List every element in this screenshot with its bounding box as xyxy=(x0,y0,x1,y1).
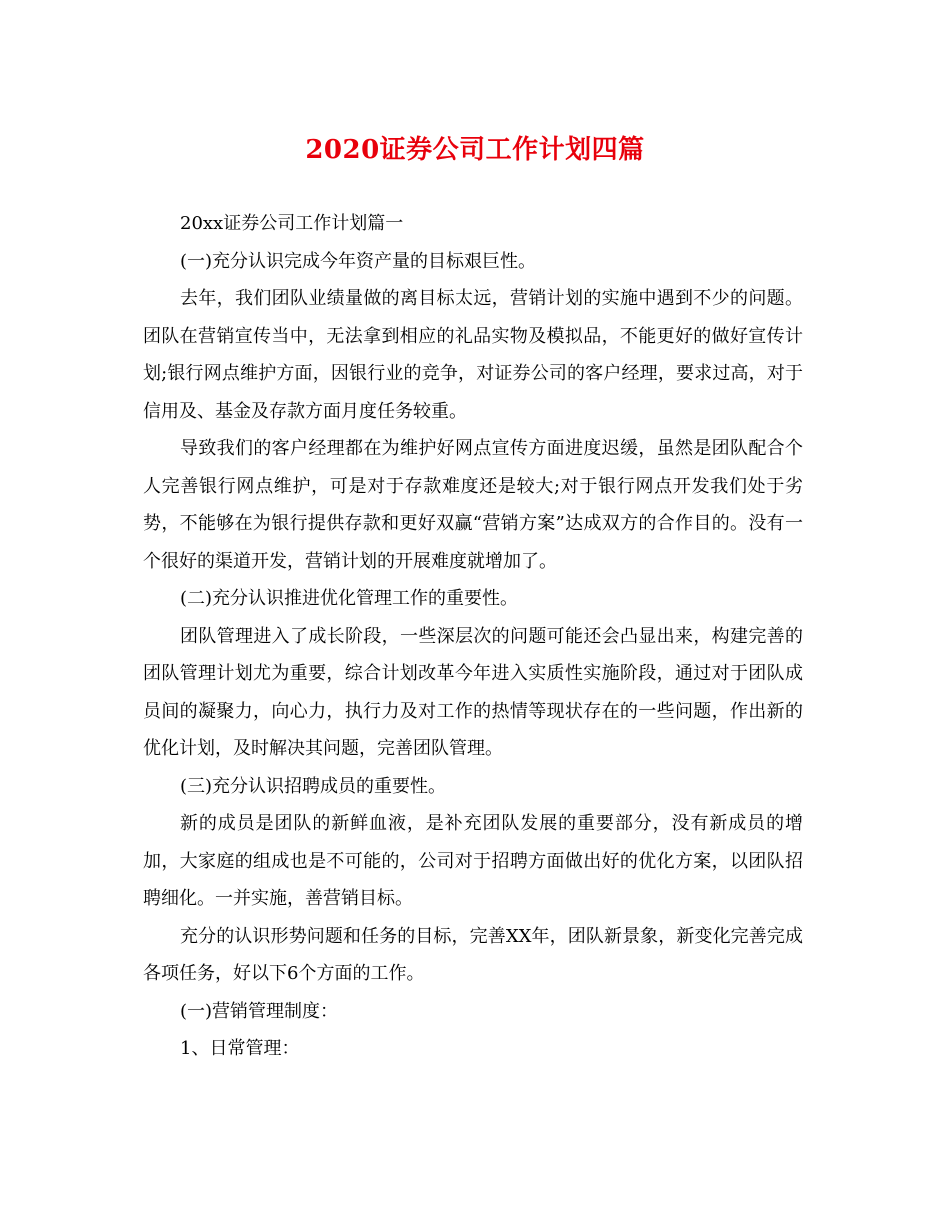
body-paragraph: 去年，我们团队业绩量做的离目标太远，营销计划的实施中遇到不少的问题。团队在营销宣传当中，无法拿到相应的礼品实物及模拟品，不能更好的做好宣传计划;银行网点维护方面，因银行业的竞争，对证券公司的客户经理，要求过高，对于信用及、基金及存款方面月度任务较重。 xyxy=(143,288,803,422)
subsection-heading: (三)充分认识招聘成员的重要性。 xyxy=(180,775,447,797)
subsection-heading: (一)充分认识完成今年资产量的目标艰巨性。 xyxy=(180,250,537,272)
body-paragraph: 导致我们的客户经理都在为维护好网点宣传方面进度迟缓，虽然是团队配合个人完善银行网点维护，可是对于存款难度还是较大;对于银行网点开发我们处于劣势，不能够在为银行提供存款和更好双赢“营销方案”达成双方的合作目的。没有一个很好的渠道开发，营销计划的开展难度就增加了。 xyxy=(143,438,803,572)
section-heading: 20xx证券公司工作计划篇一 xyxy=(180,213,404,234)
body-paragraph: 新的成员是团队的新鲜血液，是补充团队发展的重要部分，没有新成员的增加，大家庭的组成也是不可能的，公司对于招聘方面做出好的优化方案，以团队招聘细化。一并实施，善营销目标。 xyxy=(143,813,803,909)
list-item-heading: 1、日常管理： xyxy=(180,1038,300,1059)
body-paragraph: 充分的认识形势问题和任务的目标，完善XX年，团队新景象，新变化完善完成各项任务，好以下6个方面的工作。 xyxy=(143,925,803,984)
subsection-heading: (二)充分认识推进优化管理工作的重要性。 xyxy=(180,588,519,609)
document-body xyxy=(143,205,803,1068)
subsection-heading: (一)营销管理制度： xyxy=(180,1000,339,1022)
document-title: 2020证券公司工作计划四篇 xyxy=(305,135,645,165)
body-paragraph: 团队管理进入了成长阶段，一些深层次的问题可能还会凸显出来，构建完善的团队管理计划尤为重要，综合计划改革今年进入实质性实施阶段，通过对于团队成员间的凝聚力，向心力，执行力及对工作的热情等现状存在的一些问题，作出新的优化计划，及时解决其问题，完善团队管理。 xyxy=(143,625,803,759)
